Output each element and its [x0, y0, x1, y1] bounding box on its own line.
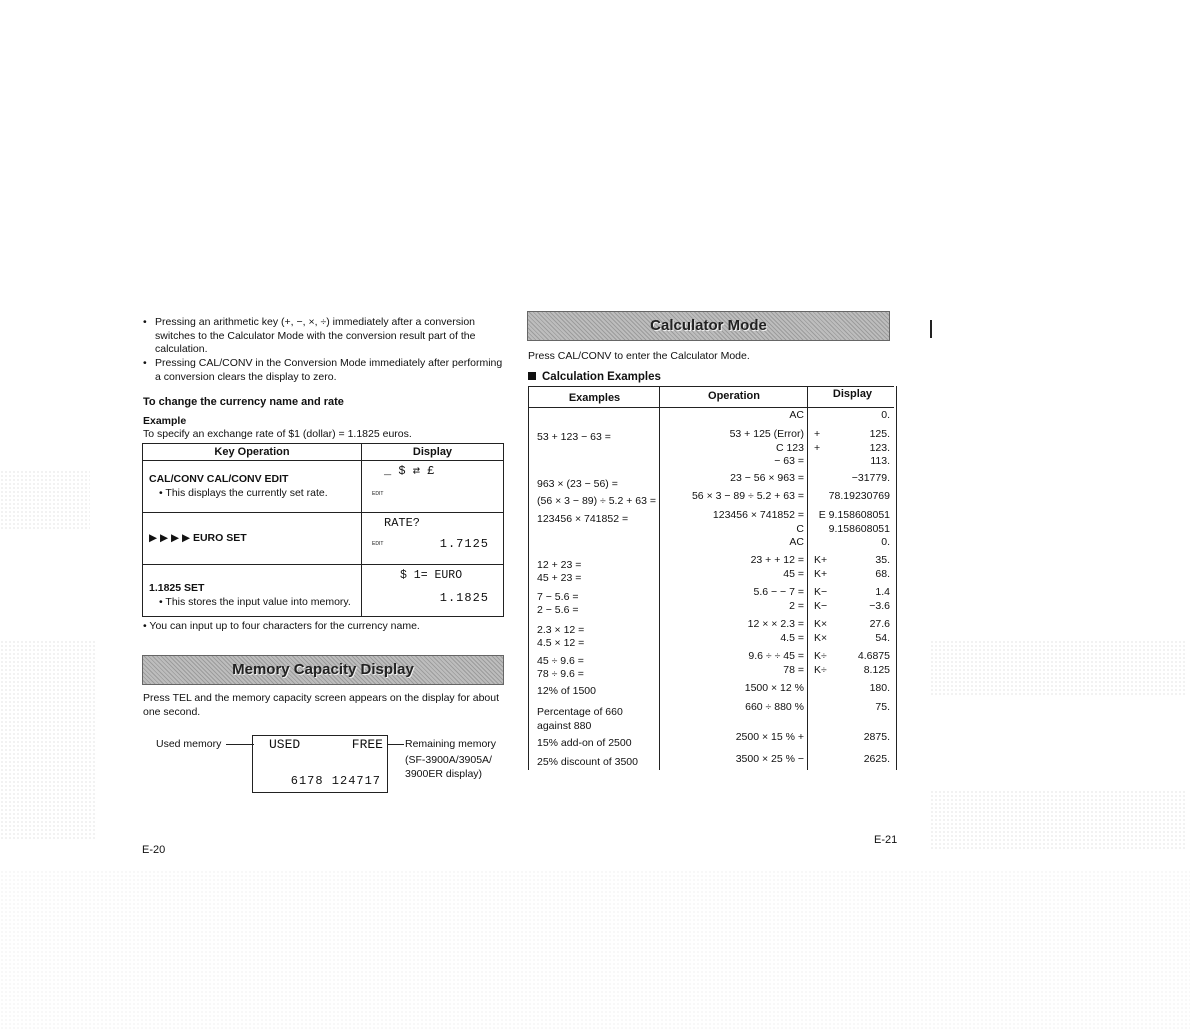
note-bullet: • You can input up to four characters for the currency name. [143, 620, 420, 632]
indicator-text: + [814, 428, 821, 440]
example-text: (56 × 3 − 89) ÷ 5.2 + 63 = [537, 495, 657, 507]
display-value: 125. [869, 428, 890, 440]
lcd-used: USED [269, 737, 301, 752]
used-memory-label: Used memory [156, 738, 222, 750]
display-value: −31779. [851, 472, 890, 484]
operation-text: 2500 × 15 % + [735, 731, 804, 743]
display-edit-flag: EDIT [372, 491, 384, 498]
indicator-text: K÷ [814, 650, 827, 662]
display-value: 0. [881, 536, 890, 548]
memory-text: Press TEL and the memory capacity screen appears on the display for about one second. [143, 692, 500, 718]
display-top: RATE? [384, 516, 421, 531]
example-text: 7 − 5.6 = [537, 591, 579, 603]
display-value: 113. [870, 455, 890, 467]
operation-text: AC [789, 536, 804, 548]
calculator-intro: Press CAL/CONV to enter the Calculator Mode. [528, 350, 750, 362]
operation-text: 56 × 3 − 89 ÷ 5.2 + 63 = [691, 490, 804, 502]
header-display: Display [832, 388, 873, 400]
display-value: 1.7125 [439, 537, 489, 552]
header-operation: Operation [708, 390, 760, 402]
example-text: 53 + 123 − 63 = [537, 431, 611, 443]
display-value: 180. [869, 682, 890, 694]
intro-bullet-1: • Pressing an arithmetic key (+, −, ×, ÷) immediately after a conversion switches to the Calculator Mode with the conversion result part of the calculation. [143, 316, 508, 357]
indicator-text: K+ [814, 568, 828, 580]
calculator-mode-banner: Calculator Mode [527, 311, 890, 341]
display-value: E 9.158608051 [818, 509, 890, 521]
calc-table [528, 386, 896, 770]
key-op-cell [143, 513, 362, 565]
example-text: 45 ÷ 9.6 = [537, 655, 584, 667]
indicator-text: + [814, 442, 821, 454]
operation-text: 2 = [789, 600, 804, 612]
operation-text: 660 ÷ 880 % [745, 701, 804, 713]
page-number-right: E-21 [874, 834, 898, 846]
scan-noise [0, 640, 95, 840]
example-label: Example [143, 415, 187, 427]
memory-capacity-banner: Memory Capacity Display [142, 655, 504, 685]
remaining-memory-label: Remaining memory [405, 738, 497, 750]
operation-text: 3500 × 25 % − [735, 753, 804, 765]
operation-text: 23 − 56 × 963 = [730, 472, 804, 484]
operation-text: 53 + 125 (Error) [729, 428, 804, 440]
display-value: 123. [869, 442, 890, 454]
page-number-left: E-20 [142, 844, 166, 856]
display-cell [362, 565, 504, 617]
display-value: 75. [875, 701, 890, 713]
left-page [143, 316, 508, 384]
page-edge-mark [930, 320, 932, 338]
display-top: _ $ ⇄ £ [384, 464, 435, 479]
lcd-values: 6178 124717 [290, 774, 381, 788]
header-key-operation: Key Operation [143, 444, 362, 461]
key-op-note: • This stores the input value into memory. [159, 595, 351, 608]
header-examples: Examples [568, 392, 621, 404]
example-text: 25% discount of 3500 [537, 756, 638, 768]
scan-noise [930, 640, 1185, 695]
scan-noise [930, 790, 1185, 850]
display-cell [362, 513, 504, 565]
display-value: 27.6 [869, 618, 890, 630]
operation-text: 123456 × 741852 = [712, 509, 804, 521]
used-memory-leader [226, 744, 254, 745]
remaining-memory-leader [388, 744, 404, 745]
example-text: 12 + 23 = [537, 559, 582, 571]
operation-text: 5.6 − − 7 = [753, 586, 804, 598]
display-value: 1.4 [875, 586, 890, 598]
example-text: 78 ÷ 9.6 = [537, 668, 584, 680]
operation-text: − 63 = [774, 455, 804, 467]
indicator-text: K÷ [814, 664, 827, 676]
intro-bullet-2: • Pressing CAL/CONV in the Conversion Mode immediately after performing a conversion clears the display to zero. [143, 357, 508, 384]
example-text: Percentage of 660 against 880 [537, 706, 623, 732]
operation-text: C 123 [775, 442, 804, 454]
indicator-text: K− [814, 586, 828, 598]
operation-text: 45 = [783, 568, 804, 580]
key-op-title: 1.1825 SET [149, 582, 205, 595]
display-value: −3.6 [869, 600, 890, 612]
indicator-text: K× [814, 632, 828, 644]
display-value: 2875. [863, 731, 890, 743]
operation-text: 78 = [783, 664, 804, 676]
indicator-text: K× [814, 618, 828, 630]
indicator-text: K− [814, 600, 828, 612]
example-text: 4.5 × 12 = [537, 637, 585, 649]
display-value: 1.1825 [439, 591, 489, 606]
operation-text: 23 + + 12 = [750, 554, 804, 566]
example-text: 2.3 × 12 = [537, 624, 585, 636]
operation-text: 4.5 = [780, 632, 804, 644]
operation-text: 9.6 ÷ ÷ 45 = [748, 650, 804, 662]
example-text: 123456 × 741852 = [537, 513, 629, 525]
remaining-memory-note: (SF-3900A/3905A/ 3900ER display) [405, 754, 492, 780]
calculation-examples-title: Calculation Examples [528, 370, 661, 385]
display-value: 2625. [863, 753, 890, 765]
square-bullet-icon [528, 372, 536, 380]
display-value: 35. [875, 554, 890, 566]
scan-noise [0, 470, 90, 530]
lcd-free: FREE [351, 737, 383, 752]
indicator-text: K+ [814, 554, 828, 566]
display-top: $ 1= EURO [400, 569, 463, 583]
example-text: To specify an exchange rate of $1 (dollar) = 1.1825 euros. [143, 428, 412, 440]
display-cell [362, 461, 504, 513]
example-text: 12% of 1500 [537, 685, 596, 697]
display-value: 68. [875, 568, 890, 580]
key-op-title: ▶ ▶ ▶ ▶ EURO SET [149, 531, 247, 544]
lcd-display [252, 735, 388, 793]
key-operation-table [142, 443, 504, 617]
display-value: 0. [881, 409, 890, 421]
operation-text: 1500 × 12 % [744, 682, 804, 694]
operation-text: AC [789, 409, 804, 421]
example-text: 15% add-on of 2500 [537, 737, 632, 749]
example-text: 963 × (23 − 56) = [537, 478, 618, 490]
key-op-note: • This displays the currently set rate. [159, 486, 328, 499]
key-op-cell [143, 461, 362, 513]
intro-bullets [143, 316, 508, 384]
key-op-title: CAL/CONV CAL/CONV EDIT [149, 473, 289, 486]
header-display: Display [362, 444, 504, 461]
display-value: 9.158608051 [828, 523, 890, 535]
display-edit-flag: EDIT [372, 541, 384, 548]
display-value: 78.19230769 [828, 490, 890, 502]
display-value: 4.6875 [857, 650, 890, 662]
example-text: 45 + 23 = [537, 572, 582, 584]
operation-text: 12 × × 2.3 = [747, 618, 804, 630]
display-value: 8.125 [863, 664, 890, 676]
scan-noise [0, 870, 1190, 1030]
example-text: 2 − 5.6 = [537, 604, 579, 616]
display-value: 54. [875, 632, 890, 644]
key-op-cell [143, 565, 362, 617]
rate-heading: To change the currency name and rate [143, 396, 344, 408]
operation-text: C [796, 523, 804, 535]
